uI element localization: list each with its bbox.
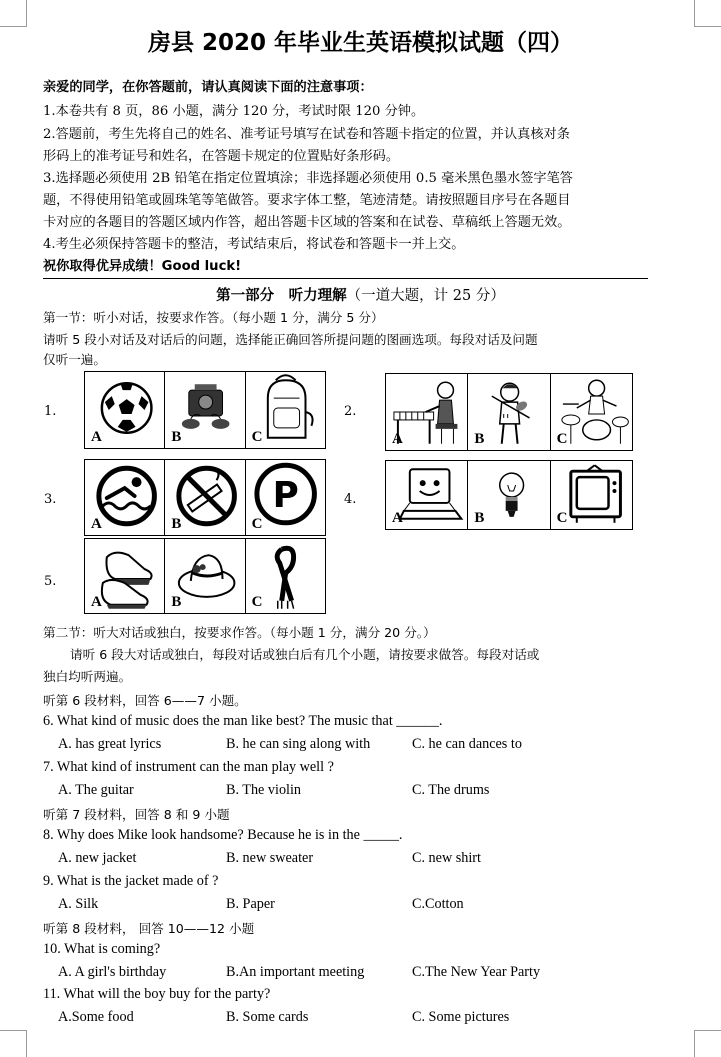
question-number: 2. — [344, 404, 357, 419]
question-7: 7. What kind of instrument can the man play well ? — [43, 759, 334, 775]
material-heading: 听第 6 段材料，回答 6——7 小题。 — [43, 693, 247, 708]
notice-line: 2.答题前，考生先将自己的姓名、准考证号填写在试卷和答题卡指定的位置，并认真核对条 — [43, 127, 570, 142]
question-11: 11. What will the boy buy for the party? — [43, 986, 271, 1002]
q9-option-a[interactable]: A. Silk — [58, 896, 99, 912]
option-a[interactable]: A — [85, 460, 165, 535]
part1-title — [0, 284, 721, 305]
section1-instruction: 仅听一遍。 — [43, 352, 106, 367]
good-luck-line: 祝你取得优异成绩！Good luck! — [43, 259, 242, 274]
crop-mark-top-right — [694, 0, 721, 27]
question-number: 1. — [44, 404, 57, 419]
question-6: 6. What kind of music does the man like best? The music that ______. — [43, 713, 443, 729]
section1-title: 第一节：听小对话，按要求作答。（每小题 1 分，满分 5 分） — [43, 310, 384, 325]
notice-heading: 亲爱的同学，在你答题前，请认真阅读下面的注意事项： — [43, 80, 373, 95]
q7-option-a[interactable]: A. The guitar — [58, 782, 134, 798]
notice-line: 形码上的准考证号和姓名，在答题卡规定的位置贴好条形码。 — [43, 149, 400, 164]
option-b[interactable]: B — [468, 374, 550, 450]
crop-mark-bottom-right — [694, 1030, 721, 1057]
q11-option-c[interactable]: C. Some pictures — [412, 1009, 510, 1025]
section2-title: 第二节：听大对话或独白，按要求作答。（每小题 1 分，满分 20 分。） — [43, 625, 436, 640]
picture-question-5 — [84, 538, 326, 614]
q8-option-b[interactable]: B. new sweater — [226, 850, 314, 866]
option-c[interactable]: C — [551, 374, 632, 450]
question-8: 8. Why does Mike look handsome? Because he is in the _____. — [43, 827, 403, 843]
option-c[interactable]: P C — [246, 460, 325, 535]
q8-option-c[interactable]: C. new shirt — [412, 850, 481, 866]
notice-line: 卡对应的各题目的答题区域内作答，超出答题卡区域的答案和在试卷、草稿纸上答题无效。 — [43, 215, 571, 230]
question-9: 9. What is the jacket made of ? — [43, 873, 219, 889]
q10-option-b[interactable]: B.An important meeting — [226, 964, 365, 980]
picture-question-4 — [385, 460, 633, 530]
question-10: 10. What is coming? — [43, 941, 161, 957]
option-c[interactable]: C — [551, 461, 632, 529]
q10-option-a[interactable]: A. A girl's birthday — [58, 964, 167, 980]
q7-option-c[interactable]: C. The drums — [412, 782, 490, 798]
option-a[interactable]: A — [386, 461, 468, 529]
section1-instruction: 请听 5 段小对话及对话后的问题，选择能正确回答所提问题的图画选项。每段对话及问题 — [43, 332, 538, 347]
part1-title-main: 第一部分 听力理解 — [216, 288, 347, 304]
notice-line: 4.考生必须保持答题卡的整洁，考试结束后，将试卷和答题卡一并上交。 — [43, 237, 465, 252]
q6-option-a[interactable]: A. has great lyrics — [58, 736, 162, 752]
crop-mark-bottom-left — [0, 1030, 27, 1057]
q9-option-b[interactable]: B. Paper — [226, 896, 275, 912]
option-a[interactable]: A — [386, 374, 468, 450]
q6-option-c[interactable]: C. he can dances to — [412, 736, 522, 752]
q7-option-b[interactable]: B. The violin — [226, 782, 302, 798]
option-c[interactable]: C — [246, 539, 325, 613]
option-a[interactable]: A — [85, 539, 165, 613]
notice-line: 1.本卷共有 8 页，86 小题，满分 120 分，考试时限 120 分钟。 — [43, 104, 425, 119]
option-b[interactable]: B — [165, 460, 245, 535]
option-a[interactable]: A — [85, 372, 165, 448]
material-heading: 听第 8 段材料， 回答 10——12 小题 — [43, 921, 255, 936]
q11-option-b[interactable]: B. Some cards — [226, 1009, 309, 1025]
q11-option-a[interactable]: A.Some food — [58, 1009, 134, 1025]
section2-instruction: 请听 6 段大对话或独白，每段对话或独白后有几个小题，请按要求做答。每段对话或 — [70, 647, 540, 662]
option-b[interactable]: B — [165, 539, 245, 613]
question-number: 5. — [44, 574, 57, 589]
q8-option-a[interactable]: A. new jacket — [58, 850, 137, 866]
picture-question-1 — [84, 371, 326, 449]
question-number: 3. — [44, 492, 57, 507]
section-divider — [43, 278, 648, 279]
option-c[interactable]: C — [246, 372, 325, 448]
section2-instruction: 独白均听两遍。 — [43, 669, 132, 684]
svg-text:P: P — [272, 474, 299, 516]
part1-title-score: （一道大题，计 25 分） — [346, 288, 505, 304]
picture-question-3 — [84, 459, 326, 536]
notice-line: 题，不得使用铅笔或圆珠笔等笔做答。要求字体工整，笔迹清楚。请按照题目序号在各题目 — [43, 193, 571, 208]
material-heading: 听第 7 段材料，回答 8 和 9 小题 — [43, 807, 230, 822]
crop-mark-top-left — [0, 0, 27, 27]
option-b[interactable]: B — [468, 461, 550, 529]
page-title: 房县 2020 年毕业生英语模拟试题（四） — [147, 30, 574, 56]
notice-line: 3.选择题必须使用 2B 铅笔在指定位置填涂；非选择题必须使用 0.5 毫米黑色墨水签字笔答 — [43, 171, 573, 186]
q10-option-c[interactable]: C.The New Year Party — [412, 964, 541, 980]
option-b[interactable]: B — [165, 372, 245, 448]
question-number: 4. — [344, 492, 357, 507]
q9-option-c[interactable]: C.Cotton — [412, 896, 464, 912]
q6-option-b[interactable]: B. he can sing along with — [226, 736, 371, 752]
picture-question-2 — [385, 373, 633, 451]
